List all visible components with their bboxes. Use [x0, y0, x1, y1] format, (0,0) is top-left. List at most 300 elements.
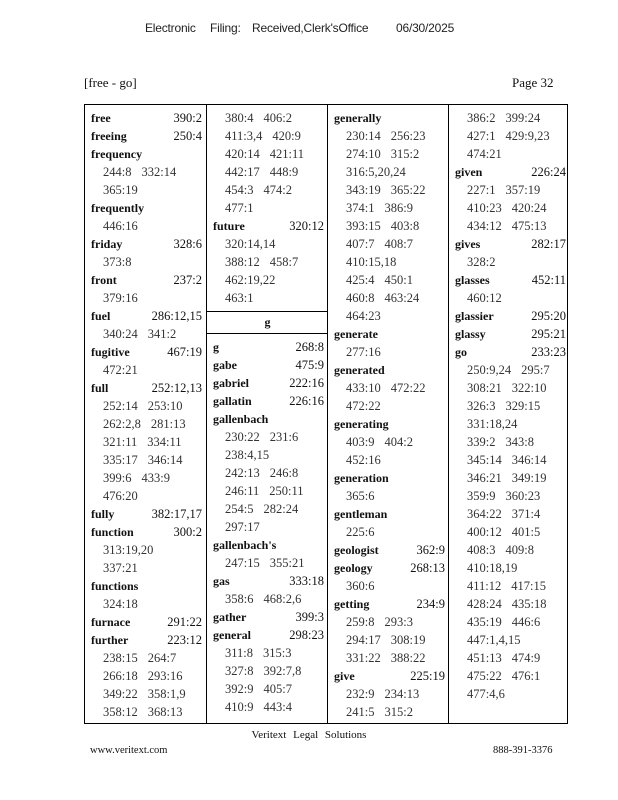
ref-line — [213, 199, 324, 217]
ref-line — [334, 271, 445, 289]
page-line-ref: 230:22 — [225, 430, 260, 444]
entry-heading — [213, 217, 324, 235]
entry-word: go — [455, 345, 467, 359]
letter-section-header: g — [207, 311, 328, 334]
index-entry — [91, 307, 202, 343]
page-line-ref: 454:3 — [225, 183, 254, 197]
ref-line — [334, 577, 445, 595]
ref-line — [455, 181, 566, 199]
entry-first-ref: 223:12 — [167, 633, 202, 647]
entry-heading — [91, 343, 202, 361]
page-line-ref: 388:22 — [390, 651, 426, 665]
index-entry — [213, 109, 324, 217]
page-line-ref: 399:24 — [505, 111, 541, 125]
page-line-ref: 234:13 — [384, 687, 420, 701]
entry-word: functions — [91, 579, 139, 593]
page-line-ref: 435:18 — [511, 597, 547, 611]
entry-heading — [334, 505, 445, 523]
page-line-ref: 230:14 — [346, 129, 381, 143]
ref-line — [91, 559, 202, 577]
index-table — [84, 104, 568, 724]
entry-heading — [213, 626, 324, 644]
page-line-ref: 253:10 — [147, 399, 183, 413]
entry-word: getting — [334, 597, 370, 611]
ref-line — [455, 127, 566, 145]
ref-line — [455, 451, 566, 469]
page-line-ref: 446:6 — [511, 615, 541, 629]
page-line-ref: 315:2 — [390, 147, 420, 161]
entry-heading — [91, 127, 202, 145]
index-entry — [455, 325, 566, 343]
page-line-ref: 420:14 — [225, 147, 260, 161]
ref-line — [455, 541, 566, 559]
page-line-ref: 322:10 — [511, 381, 547, 395]
page-line-ref: 427:1 — [467, 129, 496, 143]
page-line-ref: 293:16 — [147, 669, 183, 683]
page-line-ref: 308:19 — [390, 633, 426, 647]
entry-word: friday — [91, 237, 123, 251]
index-entry — [213, 356, 324, 374]
entry-word: gather — [213, 610, 247, 624]
page-line-ref: 400:12 — [467, 525, 502, 539]
entry-first-ref: 467:19 — [167, 345, 202, 359]
ref-line — [213, 289, 324, 307]
index-entry — [334, 541, 445, 559]
ref-line — [91, 595, 202, 613]
entry-heading — [334, 541, 445, 559]
page-line-ref: 393:15 — [346, 219, 381, 233]
entry-word: glasses — [455, 273, 490, 287]
page-line-ref: 450:1 — [384, 273, 413, 287]
page-line-ref: 246:8 — [269, 466, 299, 480]
index-entry — [213, 338, 324, 356]
ref-line — [455, 361, 566, 379]
entry-first-ref: 291:22 — [167, 615, 202, 629]
ref-line — [213, 680, 324, 698]
ref-line — [213, 253, 324, 271]
page-line-ref: 294:17 — [346, 633, 381, 647]
page-line-ref: 225:6 — [346, 525, 375, 539]
entry-heading — [213, 338, 324, 356]
ref-line — [334, 451, 445, 469]
ref-line — [213, 662, 324, 680]
ref-line — [213, 446, 324, 464]
page-line-ref: 462:19,22 — [225, 273, 276, 287]
page-line-ref: 346:21 — [467, 471, 502, 485]
ref-line — [334, 649, 445, 667]
entry-word: generally — [334, 111, 382, 125]
page-line-ref: 346:14 — [147, 453, 183, 467]
entry-first-ref: 237:2 — [173, 273, 202, 287]
entry-word: future — [213, 219, 245, 233]
page-line-ref: 407:7 — [346, 237, 375, 251]
page-line-ref: 477:4,6 — [467, 687, 505, 701]
page-line-ref: 477:1 — [225, 201, 254, 215]
ref-line — [91, 469, 202, 487]
entry-word: geology — [334, 561, 373, 575]
entry-first-ref: 295:21 — [531, 327, 566, 341]
entry-word: given — [455, 165, 483, 179]
ref-line — [455, 595, 566, 613]
ref-line — [213, 554, 324, 572]
entry-heading — [91, 613, 202, 631]
page-line-ref: 358:6 — [225, 592, 254, 606]
entry-word: generated — [334, 363, 385, 377]
page-line-ref: 447:1,4,15 — [467, 633, 521, 647]
index-entry — [91, 343, 202, 379]
entry-first-ref: 226:24 — [531, 165, 566, 179]
page-line-ref: 448:9 — [269, 165, 299, 179]
entry-heading — [213, 572, 324, 590]
ref-line — [334, 217, 445, 235]
ref-line — [455, 685, 566, 703]
page-line-ref: 460:12 — [467, 291, 502, 305]
ref-line — [91, 451, 202, 469]
page-line-ref: 365:19 — [103, 183, 138, 197]
page-line-ref: 408:7 — [384, 237, 413, 251]
page-line-ref: 341:2 — [147, 327, 177, 341]
entry-word: free — [91, 111, 111, 125]
page-line-ref: 250:11 — [269, 484, 304, 498]
entry-word: furnace — [91, 615, 131, 629]
index-column-4 — [448, 105, 570, 723]
page-line-ref: 277:16 — [346, 345, 381, 359]
ref-line — [213, 109, 324, 127]
page-line-ref: 295:7 — [521, 363, 550, 377]
entry-heading — [91, 523, 202, 541]
index-entry — [91, 235, 202, 271]
index-range: [free - go] — [84, 75, 137, 90]
ref-line — [213, 644, 324, 662]
page-line-ref: 408:3 — [467, 543, 496, 557]
page-number: Page 32 — [512, 75, 554, 90]
ref-line — [334, 163, 445, 181]
page-line-ref: 328:2 — [467, 255, 496, 269]
entry-first-ref: 399:3 — [295, 610, 324, 624]
ref-line — [91, 217, 202, 235]
index-column-2 — [206, 105, 328, 723]
page-line-ref: 410:15,18 — [346, 255, 397, 269]
ref-line — [455, 397, 566, 415]
page-line-ref: 313:19,20 — [103, 543, 154, 557]
index-entry — [213, 608, 324, 626]
page-line-ref: 464:23 — [346, 309, 381, 323]
ref-line — [334, 289, 445, 307]
entry-first-ref: 268:13 — [410, 561, 445, 575]
ref-line — [455, 289, 566, 307]
page-line-ref: 359:9 — [467, 489, 496, 503]
page-line-ref: 411:3,4 — [225, 129, 263, 143]
page-line-ref: 343:8 — [505, 435, 534, 449]
index-entry — [455, 109, 566, 163]
entry-heading — [334, 325, 445, 343]
entry-word: frequently — [91, 201, 145, 215]
filing-stamp — [0, 21, 618, 37]
ref-line — [334, 523, 445, 541]
page-line-ref: 463:24 — [384, 291, 420, 305]
index-entry — [213, 374, 324, 392]
index-entry — [334, 361, 445, 415]
page-line-ref: 360:6 — [346, 579, 375, 593]
page-line-ref: 443:4 — [263, 700, 292, 714]
ref-line — [334, 127, 445, 145]
ref-line — [455, 199, 566, 217]
entry-word: function — [91, 525, 134, 539]
entry-heading — [334, 469, 445, 487]
page-line-ref: 316:5,20,24 — [346, 165, 406, 179]
page-line-ref: 411:12 — [467, 579, 502, 593]
ref-line — [213, 590, 324, 608]
page-line-ref: 242:13 — [225, 466, 260, 480]
entry-first-ref: 252:12,13 — [151, 381, 202, 395]
entry-heading — [455, 343, 566, 361]
ref-line — [455, 577, 566, 595]
entry-first-ref: 298:23 — [289, 628, 324, 642]
ref-line — [334, 433, 445, 451]
ref-line — [334, 703, 445, 721]
page-line-ref: 409:8 — [505, 543, 534, 557]
entry-first-ref: 282:17 — [531, 237, 566, 251]
ref-line — [455, 253, 566, 271]
page-line-ref: 238:15 — [103, 651, 138, 665]
entry-word: generation — [334, 471, 389, 485]
entry-word: glassy — [455, 327, 486, 341]
entry-first-ref: 475:9 — [295, 358, 324, 372]
page-line-ref: 324:18 — [103, 597, 138, 611]
ref-line — [213, 127, 324, 145]
ref-line — [334, 145, 445, 163]
entry-heading — [334, 361, 445, 379]
page-line-ref: 365:22 — [390, 183, 426, 197]
entry-first-ref: 250:4 — [173, 129, 202, 143]
page-line-ref: 360:23 — [505, 489, 541, 503]
entry-word: generating — [334, 417, 389, 431]
index-column-1 — [85, 105, 206, 723]
page-line-ref: 262:2,8 — [103, 417, 141, 431]
entry-word: gallatin — [213, 394, 252, 408]
page-line-ref: 452:16 — [346, 453, 381, 467]
ref-line — [213, 235, 324, 253]
page-line-ref: 329:15 — [505, 399, 541, 413]
page-line-ref: 380:4 — [225, 111, 254, 125]
entry-first-ref: 333:18 — [289, 574, 324, 588]
ref-line — [213, 428, 324, 446]
entry-heading — [213, 608, 324, 626]
page-line-ref: 346:14 — [511, 453, 547, 467]
entry-first-ref: 295:20 — [531, 309, 566, 323]
entry-heading — [91, 577, 202, 595]
ref-line — [455, 145, 566, 163]
page-line-ref: 429:9,23 — [505, 129, 550, 143]
ref-line — [213, 271, 324, 289]
ref-line — [455, 469, 566, 487]
entry-heading — [91, 307, 202, 325]
page-line-ref: 463:1 — [225, 291, 254, 305]
ref-line — [334, 613, 445, 631]
entry-first-ref: 226:16 — [289, 394, 324, 408]
filing-received: Received,Clerk'sOffice — [252, 21, 369, 35]
page-line-ref: 345:14 — [467, 453, 502, 467]
page-line-ref: 446:16 — [103, 219, 138, 233]
ref-line — [213, 500, 324, 518]
index-entry — [455, 307, 566, 325]
page-line-ref: 250:9,24 — [467, 363, 512, 377]
page-line-ref: 386:9 — [384, 201, 413, 215]
entry-word: gives — [455, 237, 481, 251]
ref-line — [334, 235, 445, 253]
page-line-ref: 246:11 — [225, 484, 260, 498]
index-entry — [91, 505, 202, 523]
page-line-ref: 357:19 — [505, 183, 541, 197]
page-line-ref: 476:1 — [511, 669, 541, 683]
page-line-ref: 326:3 — [467, 399, 496, 413]
ref-line — [213, 464, 324, 482]
page-line-ref: 256:23 — [390, 129, 426, 143]
index-entry — [213, 410, 324, 536]
ref-line — [455, 415, 566, 433]
ref-line — [91, 181, 202, 199]
entry-heading — [334, 109, 445, 127]
ref-line — [455, 109, 566, 127]
page-line-ref: 468:2,6 — [263, 592, 302, 606]
ref-line — [455, 523, 566, 541]
entry-word: gentleman — [334, 507, 388, 521]
page-line-ref: 433:9 — [141, 471, 170, 485]
entry-heading — [334, 559, 445, 577]
page-line-ref: 410:23 — [467, 201, 502, 215]
ref-line — [334, 181, 445, 199]
ref-line — [91, 289, 202, 307]
page-line-ref: 247:15 — [225, 556, 260, 570]
entry-word: generate — [334, 327, 378, 341]
page-line-ref: 339:2 — [467, 435, 496, 449]
entry-first-ref: 268:8 — [295, 340, 324, 354]
ref-line — [455, 649, 566, 667]
ref-line — [91, 667, 202, 685]
page-line-ref: 476:20 — [103, 489, 138, 503]
page-line-ref: 320:14,14 — [225, 237, 276, 251]
ref-line — [213, 518, 324, 536]
page-line-ref: 425:4 — [346, 273, 375, 287]
entry-word: geologist — [334, 543, 379, 557]
page-line-ref: 401:5 — [511, 525, 541, 539]
entry-word: gabriel — [213, 376, 249, 390]
ref-line — [91, 325, 202, 343]
page-line-ref: 399:6 — [103, 471, 132, 485]
index-entry — [91, 523, 202, 577]
page-line-ref: 331:18,24 — [467, 417, 518, 431]
ref-line — [91, 253, 202, 271]
index-entry — [455, 271, 566, 307]
ref-line — [91, 397, 202, 415]
entry-first-ref: 234:9 — [416, 597, 445, 611]
page-line-ref: 373:8 — [103, 255, 132, 269]
index-entry — [91, 577, 202, 613]
page-line-ref: 334:11 — [147, 435, 182, 449]
page-line-ref: 434:12 — [467, 219, 502, 233]
index-entry — [91, 379, 202, 505]
page-line-ref: 475:22 — [467, 669, 502, 683]
page-line-ref: 368:13 — [147, 705, 183, 719]
page-line-ref: 472:22 — [346, 399, 381, 413]
entry-word: front — [91, 273, 117, 287]
entry-heading — [91, 505, 202, 523]
page-line-ref: 392:9 — [225, 682, 254, 696]
entry-heading — [91, 379, 202, 397]
entry-word: g — [213, 340, 219, 354]
entry-word: fuel — [91, 309, 111, 323]
entry-heading — [213, 536, 324, 554]
page-line-ref: 365:6 — [346, 489, 375, 503]
index-entry — [213, 536, 324, 572]
index-entry — [213, 392, 324, 410]
page-line-ref: 315:3 — [263, 646, 292, 660]
index-entry — [91, 145, 202, 199]
entry-heading — [91, 109, 202, 127]
page-line-ref: 335:17 — [103, 453, 138, 467]
entry-heading — [455, 307, 566, 325]
ref-line — [455, 505, 566, 523]
entry-first-ref: 390:2 — [173, 111, 202, 125]
index-entry — [334, 469, 445, 505]
ref-line — [455, 667, 566, 685]
page-line-ref: 244:8 — [103, 165, 132, 179]
entry-first-ref: 452:11 — [531, 273, 566, 287]
page-line-ref: 475:13 — [511, 219, 547, 233]
entry-first-ref: 320:12 — [289, 219, 324, 233]
entry-first-ref: 362:9 — [416, 543, 445, 557]
footer-phone: 888-391-3376 — [493, 745, 553, 756]
ref-line — [91, 649, 202, 667]
ref-line — [213, 145, 324, 163]
page-line-ref: 451:13 — [467, 651, 502, 665]
ref-line — [455, 613, 566, 631]
entry-first-ref: 222:16 — [289, 376, 324, 390]
page-line-ref: 364:22 — [467, 507, 502, 521]
index-entry — [334, 667, 445, 721]
page-line-ref: 308:21 — [467, 381, 502, 395]
page-line-ref: 297:17 — [225, 520, 260, 534]
ref-line — [334, 631, 445, 649]
page-line-ref: 349:19 — [511, 471, 547, 485]
page-line-ref: 474:21 — [467, 147, 502, 161]
page-line-ref: 474:2 — [263, 183, 292, 197]
entry-first-ref: 328:6 — [173, 237, 202, 251]
index-entry — [213, 626, 324, 716]
ref-line — [455, 379, 566, 397]
footer-company: Veritext Legal Solutions — [251, 729, 367, 741]
entry-word: gallenbach's — [213, 538, 277, 552]
ref-line — [455, 217, 566, 235]
ref-line — [213, 163, 324, 181]
index-entry — [334, 109, 445, 325]
page-line-ref: 421:11 — [269, 147, 304, 161]
page-line-ref: 458:7 — [269, 255, 299, 269]
page-line-ref: 358:1,9 — [147, 687, 186, 701]
page-line-ref: 428:24 — [467, 597, 502, 611]
page-line-ref: 371:4 — [511, 507, 541, 521]
page-line-ref: 403:8 — [390, 219, 420, 233]
page-line-ref: 337:21 — [103, 561, 138, 575]
page-line-ref: 358:12 — [103, 705, 138, 719]
entry-word: gallenbach — [213, 412, 269, 426]
entry-heading — [213, 374, 324, 392]
page-line-ref: 435:19 — [467, 615, 502, 629]
page-line-ref: 274:10 — [346, 147, 381, 161]
entry-word: general — [213, 628, 251, 642]
filing-date: 06/30/2025 — [396, 21, 455, 35]
entry-heading — [91, 271, 202, 289]
